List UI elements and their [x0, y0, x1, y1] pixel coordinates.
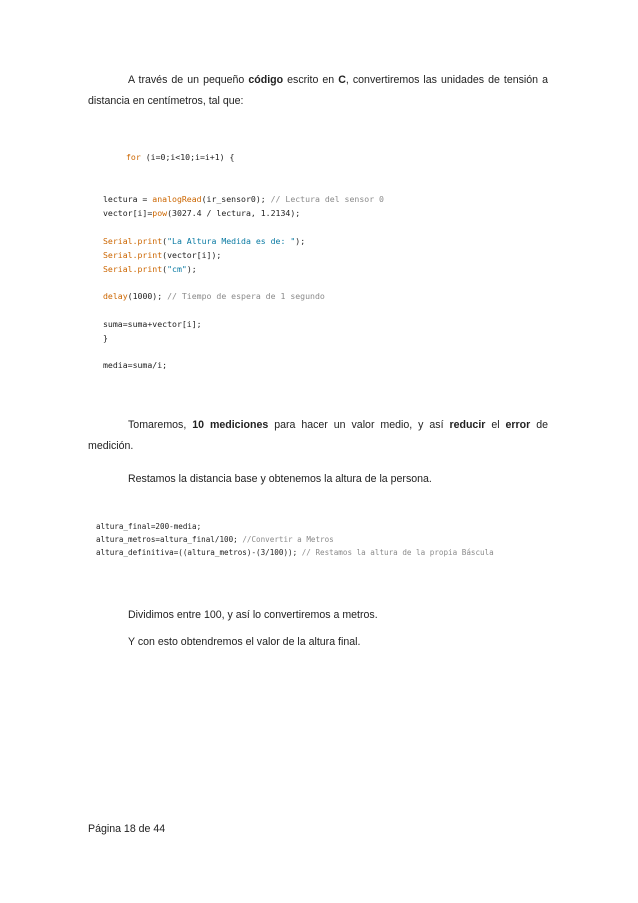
- code-line: altura_definitiva=((altura_metros)-(3/100)); // Restamos la altura de la propia Báscula: [96, 548, 494, 557]
- code-line: media=suma/i;: [103, 360, 168, 370]
- base-distance-paragraph: Restamos la distancia base y obtenemos la altura de la persona.: [128, 473, 432, 485]
- intro-bold-codigo: código: [248, 74, 284, 86]
- measurements-paragraph: Tomaremos, 10 mediciones para hacer un valor medio, y así reducir el error de medición.: [88, 419, 548, 452]
- code-line: Serial.print("La Altura Medida es de: ");: [103, 236, 306, 246]
- page-number-footer: Página 18 de 44: [88, 823, 166, 835]
- code-line: Serial.print(vector[i]);: [103, 250, 222, 260]
- code-line: suma=suma+vector[i];: [103, 319, 202, 329]
- code-line: altura_final=200-media;: [96, 522, 202, 531]
- code-line: lectura = analogRead(ir_sensor0); // Lectura del sensor 0: [103, 194, 384, 204]
- code-line: vector[i]=pow(3027.4 / lectura, 1.2134);: [103, 208, 301, 218]
- intro-text-1: A través de un pequeño: [128, 74, 249, 86]
- code-line: for (i=0;i<10;i=i+1) {: [126, 152, 235, 162]
- code-line: altura_metros=altura_final/100; //Convertir a Metros: [96, 535, 334, 544]
- code-line: }: [103, 333, 108, 343]
- code-line: delay(1000); // Tiempo de espera de 1 segundo: [103, 291, 325, 301]
- intro-paragraph: [88, 70, 548, 112]
- intro-text-3: , convertiremos las unidades de tensión a distancia en centímetros, tal que:: [88, 74, 548, 107]
- code-line: Serial.print("cm");: [103, 264, 197, 274]
- intro-bold-c: C: [338, 74, 346, 86]
- divide-paragraph: Dividimos entre 100, y así lo convertiremos a metros.: [128, 609, 378, 621]
- final-height-paragraph: Y con esto obtendremos el valor de la altura final.: [128, 636, 361, 648]
- intro-text-2: escrito en: [283, 74, 339, 86]
